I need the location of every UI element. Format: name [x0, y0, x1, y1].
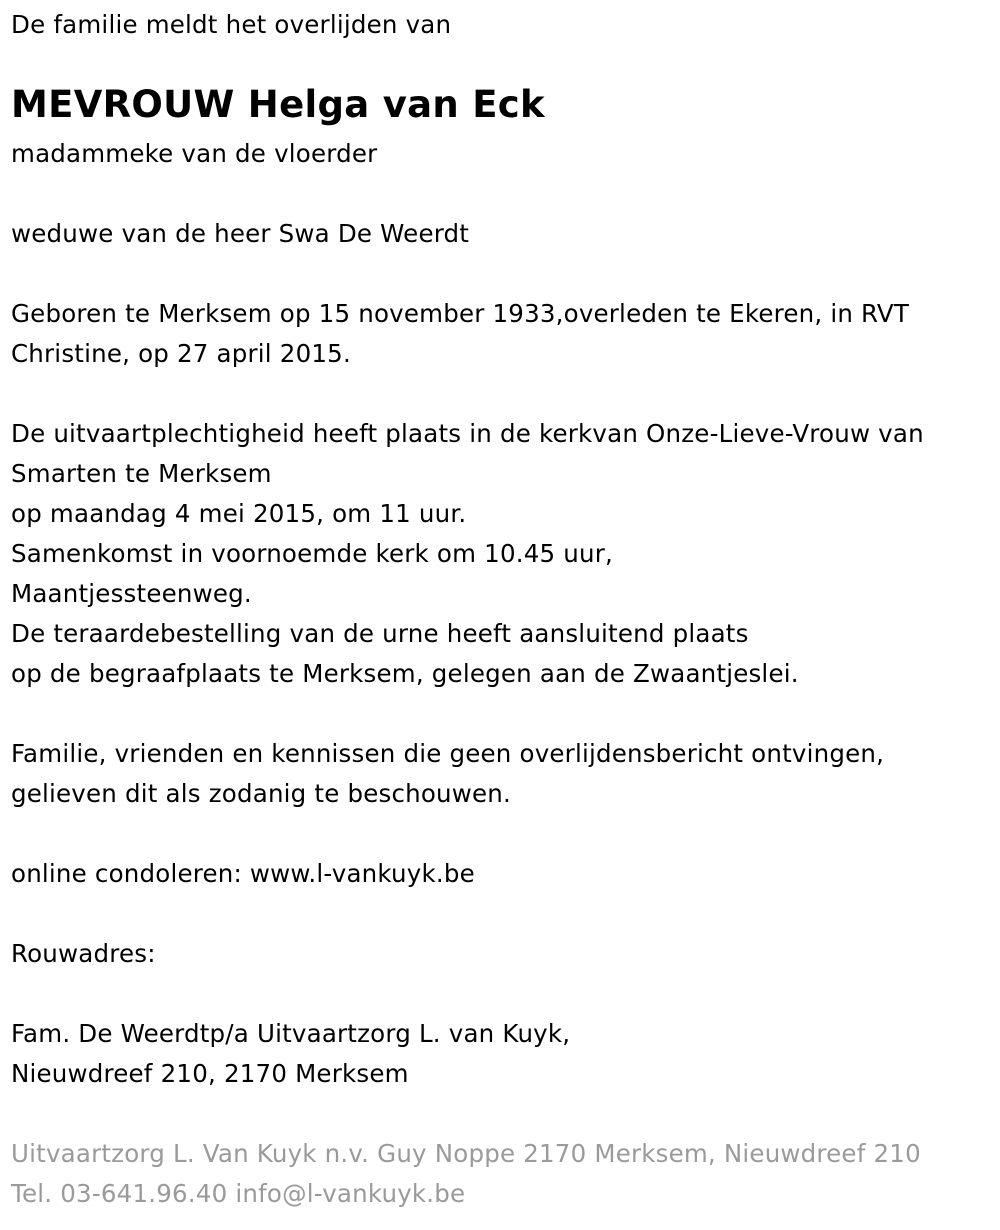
- deceased-relation: weduwe van de heer Swa De Weerdt: [11, 219, 470, 248]
- notice-line-2: gelieven dit als zodanig te beschouwen.: [11, 779, 512, 808]
- ceremony-line-4: Samenkomst in voornoemde kerk om 10.45 uur,: [11, 539, 613, 568]
- ceremony-line-6: De teraardebestelling van de urne heeft aansluitend plaats: [11, 619, 749, 648]
- ceremony-line-1: De uitvaartplechtigheid heeft plaats in de kerkvan Onze-Lieve-Vrouw van: [11, 419, 924, 448]
- online-condolences: online condoleren: www.l-vankuyk.be: [11, 859, 475, 888]
- footer-contact: Tel. 03-641.96.40 info@l-vankuyk.be: [11, 1179, 466, 1208]
- footer-company: Uitvaartzorg L. Van Kuyk n.v. Guy Noppe 2170 Merksem, Nieuwdreef 210: [11, 1139, 921, 1168]
- address-line-1: Fam. De Weerdtp/a Uitvaartzorg L. van Kuyk,: [11, 1019, 571, 1048]
- notice-line-1: Familie, vrienden en kennissen die geen overlijdensbericht ontvingen,: [11, 739, 885, 768]
- birth-death-line-2: Christine, op 27 april 2015.: [11, 339, 351, 368]
- deceased-name: MEVROUW Helga van Eck: [11, 83, 545, 126]
- ceremony-line-5: Maantjessteenweg.: [11, 579, 252, 608]
- intro-text: De familie meldt het overlijden van: [11, 10, 452, 39]
- deceased-nickname: madammeke van de vloerder: [11, 139, 378, 168]
- address-line-2: Nieuwdreef 210, 2170 Merksem: [11, 1059, 409, 1088]
- address-label: Rouwadres:: [11, 939, 156, 968]
- birth-death-line-1: Geboren te Merksem op 15 november 1933,overleden te Ekeren, in RVT: [11, 299, 910, 328]
- ceremony-line-7: op de begraafplaats te Merksem, gelegen aan de Zwaantjeslei.: [11, 659, 799, 688]
- ceremony-line-2: Smarten te Merksem: [11, 459, 272, 488]
- ceremony-line-3: op maandag 4 mei 2015, om 11 uur.: [11, 499, 467, 528]
